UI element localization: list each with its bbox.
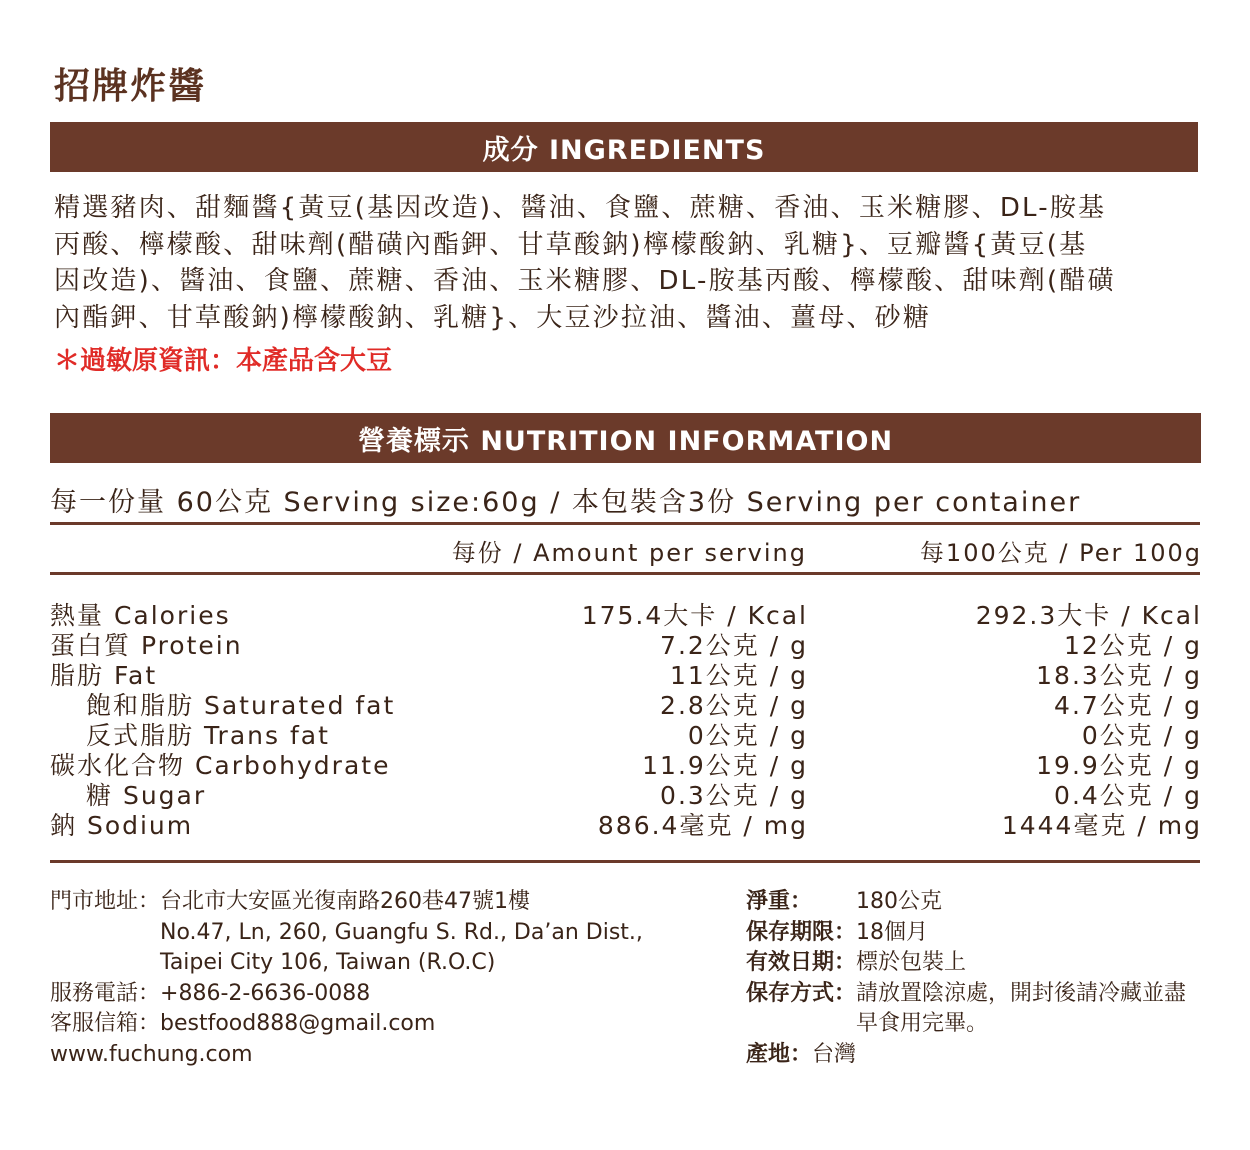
address-line: Taipei City 106, Taiwan (R.O.C)	[160, 950, 496, 975]
address-label: 門市地址：	[50, 889, 161, 914]
store-info	[50, 887, 643, 1070]
nutrient-label: 糖 Sugar	[86, 781, 207, 810]
nutrient-label: 碳水化合物 Carbohydrate	[50, 751, 391, 780]
per-100g-value: 0.4公克 / g	[1054, 781, 1202, 810]
divider	[50, 860, 1200, 863]
origin-label: 產地：	[746, 1041, 813, 1067]
per-serving-header: 每份 / Amount per serving	[451, 539, 807, 567]
per-100g-header: 每100公克 / Per 100g	[919, 539, 1202, 567]
allergen-info: ＊過敏原資訊：本產品含大豆	[54, 346, 393, 376]
per-serving-value: 0.3公克 / g	[660, 781, 808, 810]
ingredients-text	[54, 190, 1199, 336]
serving-size: 每一份量 60公克 Serving size:60g / 本包裝含3份 Serving per container	[50, 487, 1082, 518]
website-link[interactable]: www.fuchung.com	[50, 1041, 253, 1067]
divider	[50, 522, 1200, 525]
nutrient-label: 蛋白質 Protein	[50, 631, 243, 660]
ingredients-line: 丙酸、檸檬酸、甜味劑(醋磺內酯鉀、甘草酸鈉)檸檬酸鈉、乳糖}、豆瓣醬{黃豆(基	[54, 229, 1088, 260]
shelf-life-value: 18個月	[856, 919, 929, 945]
product-info	[746, 887, 1186, 1070]
nutrient-label: 脂肪 Fat	[50, 661, 158, 690]
product-title: 招牌炸醬	[54, 66, 207, 107]
per-100g-value: 19.9公克 / g	[1036, 751, 1202, 780]
address-line: No.47, Ln, 260, Guangfu S. Rd., Da’an Dist.,	[160, 919, 643, 945]
per-100g-value: 0公克 / g	[1081, 721, 1202, 750]
weight-label: 淨重：	[746, 889, 813, 914]
nutrient-label: 鈉 Sodium	[50, 811, 194, 840]
storage-value	[856, 979, 1186, 1040]
per-100g-value: 4.7公克 / g	[1054, 691, 1202, 720]
per-100g-value: 292.3大卡 / Kcal	[975, 601, 1202, 630]
nutrition-row	[50, 656, 1202, 690]
divider	[50, 572, 1200, 575]
nutrition-header: 營養標示 NUTRITION INFORMATION	[50, 413, 1201, 463]
per-100g-value: 18.3公克 / g	[1036, 661, 1202, 690]
per-serving-value: 175.4大卡 / Kcal	[581, 601, 808, 630]
storage-line: 早食用完畢。	[856, 1011, 989, 1036]
phone-number[interactable]: +886-2-6636-0088	[160, 980, 371, 1006]
nutrition-row	[50, 686, 1202, 720]
nutrition-row	[50, 776, 1202, 810]
per-serving-value: 11.9公克 / g	[642, 751, 808, 780]
per-100g-value: 1444毫克 / mg	[1001, 811, 1202, 840]
storage-line: 請放置陰涼處，開封後請冷藏並盡	[856, 980, 1187, 1006]
nutrient-label: 熱量 Calories	[50, 601, 231, 630]
ingredients-line: 內酯鉀、甘草酸鈉)檸檬酸鈉、乳糖}、大豆沙拉油、醬油、薑母、砂糖	[54, 302, 932, 333]
per-serving-value: 7.2公克 / g	[660, 631, 808, 660]
expiry-label: 有效日期：	[746, 950, 857, 975]
storage-label: 保存方式：	[746, 980, 857, 1006]
ingredients-header: 成分 INGREDIENTS	[50, 122, 1198, 172]
nutrition-row	[50, 596, 1202, 630]
nutrient-label: 反式脂肪 Trans fat	[86, 721, 330, 750]
ingredients-line: 精選豬肉、甜麵醬{黃豆(基因改造)、醬油、食鹽、蔗糖、香油、玉米糖膠、DL-胺基	[54, 193, 1107, 223]
origin-value: 台灣	[812, 1041, 857, 1067]
per-serving-value: 2.8公克 / g	[660, 691, 808, 720]
nutrition-row	[50, 746, 1202, 780]
nutrient-label: 飽和脂肪 Saturated fat	[86, 691, 396, 720]
weight-value: 180公克	[856, 889, 943, 914]
per-serving-value: 0公克 / g	[687, 721, 808, 750]
email-label: 客服信箱：	[50, 1011, 161, 1036]
ingredients-line: 因改造)、醬油、食鹽、蔗糖、香油、玉米糖膠、DL-胺基丙酸、檸檬酸、甜味劑(醋磺	[54, 266, 1116, 296]
expiry-value: 標於包裝上	[856, 950, 967, 975]
shelf-life-label: 保存期限：	[746, 919, 857, 945]
nutrition-row	[50, 806, 1202, 840]
phone-label: 服務電話：	[50, 980, 161, 1006]
address	[160, 887, 643, 979]
per-100g-value: 12公克 / g	[1064, 631, 1202, 660]
nutrition-row	[50, 716, 1202, 750]
nutrition-row	[50, 626, 1202, 660]
address-line: 台北市大安區光復南路260巷47號1樓	[160, 889, 530, 914]
per-serving-value: 11公克 / g	[670, 661, 808, 690]
per-serving-value: 886.4毫克 / mg	[597, 811, 808, 840]
email-address[interactable]: bestfood888@gmail.com	[160, 1011, 436, 1036]
